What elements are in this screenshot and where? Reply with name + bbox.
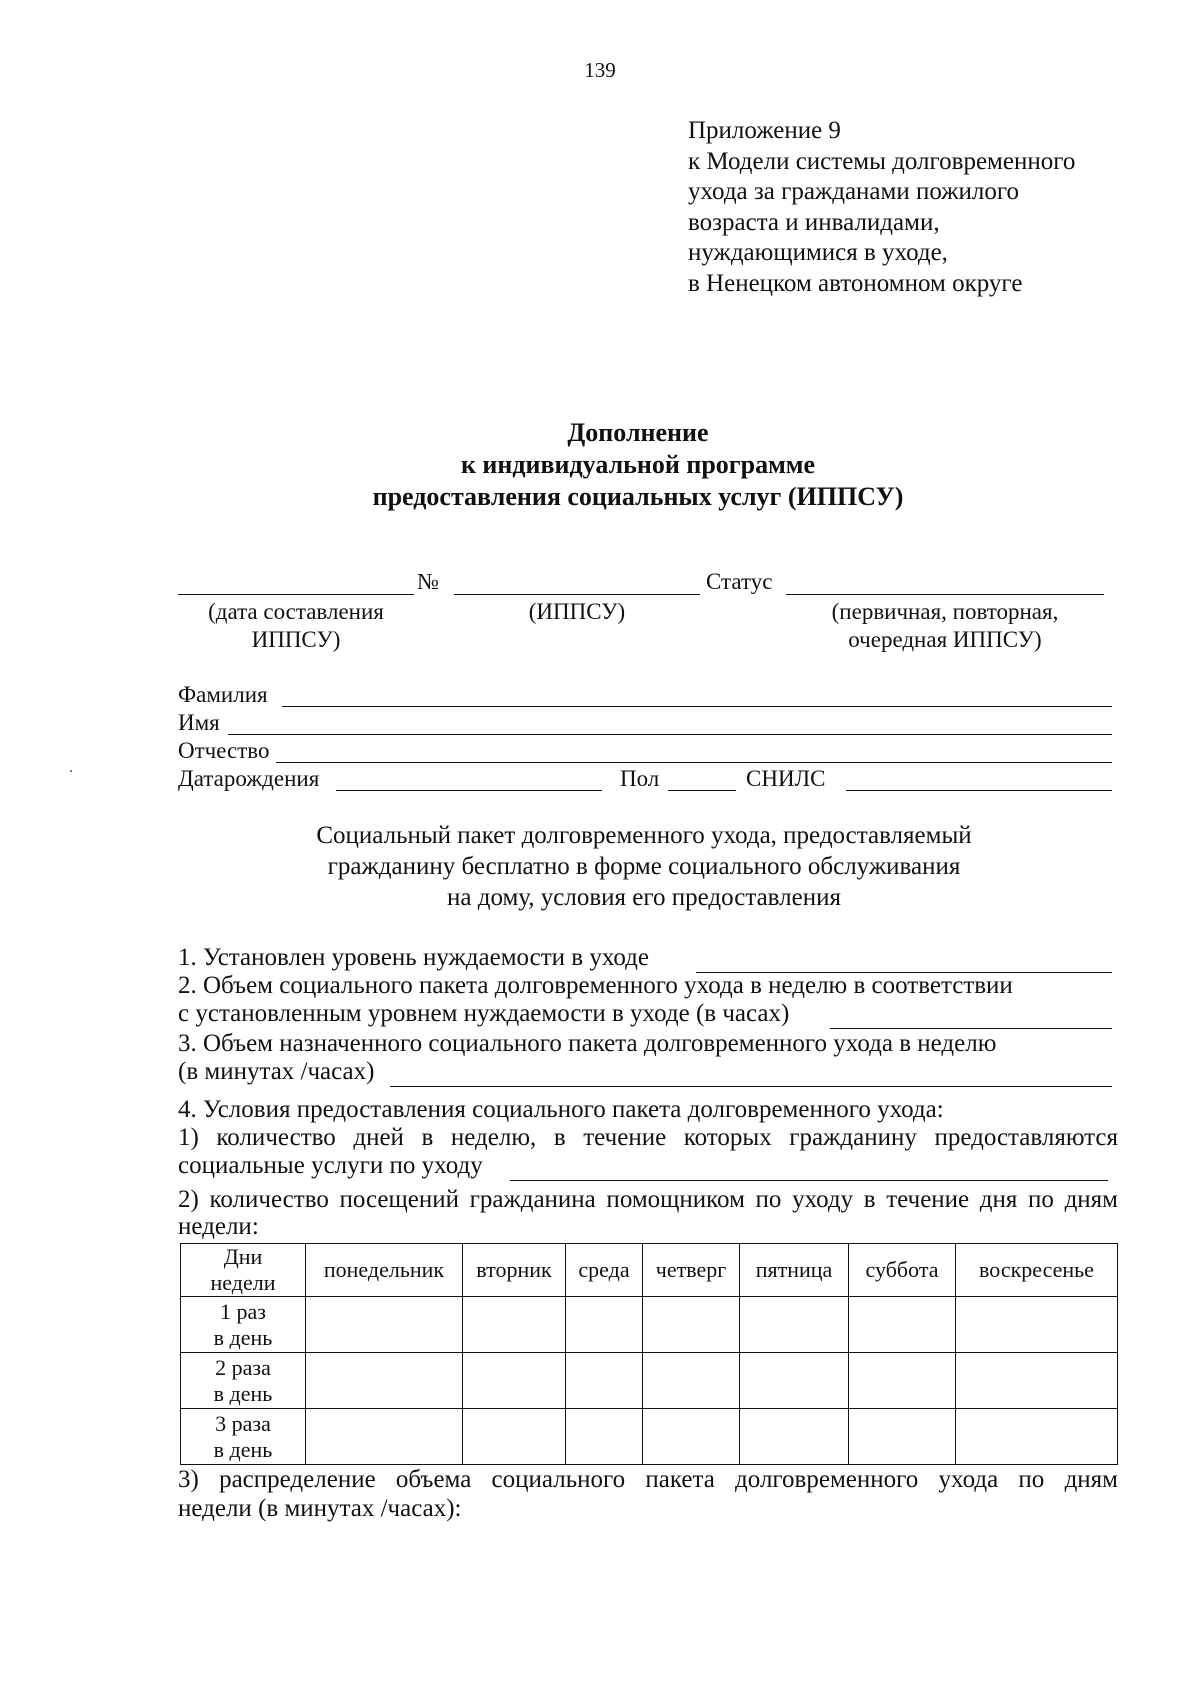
status-caption-line: (первичная, повторная,	[831, 599, 1059, 624]
item-1-text: 1. Установлен уровень нуждаемости в уходе	[178, 944, 649, 971]
name-label: Имя	[178, 710, 220, 735]
number-sign: №	[417, 569, 439, 594]
schedule-cell[interactable]	[740, 1409, 849, 1465]
ippsu-number-field[interactable]	[454, 594, 700, 595]
birth-date-field[interactable]	[336, 790, 602, 791]
schedule-cell[interactable]	[306, 1353, 463, 1409]
title-line: Дополнение	[567, 418, 709, 447]
schedule-cell[interactable]	[566, 1353, 643, 1409]
date-field[interactable]	[178, 594, 414, 595]
table-row	[181, 1409, 1118, 1465]
item-2-line-1: 2. Объем социального пакета долговременного ухода в неделю в соответствии	[178, 972, 1013, 999]
item-4-text: 4. Условия предоставления социального пакета долговременного ухода:	[178, 1096, 944, 1123]
document-title	[0, 417, 1200, 513]
appendix-line: возраста и инвалидами,	[688, 208, 940, 236]
table-row	[181, 1297, 1118, 1353]
status-label: Статус	[706, 569, 773, 594]
visits-schedule-table	[180, 1243, 1118, 1465]
assigned-volume-field[interactable]	[390, 1086, 1112, 1087]
row-label	[181, 1297, 306, 1353]
name-field[interactable]	[228, 734, 1112, 735]
days-per-week-field[interactable]	[510, 1180, 1108, 1181]
sub-1-line-1: 1) количество дней в неделю, в течение которых гражданину предоставляются	[178, 1124, 1118, 1151]
status-field[interactable]	[786, 594, 1104, 595]
sex-label: Пол	[620, 766, 660, 791]
schedule-cell[interactable]	[740, 1297, 849, 1353]
corner-line: недели	[210, 1270, 276, 1295]
day-header-wednesday: среда	[566, 1244, 643, 1297]
schedule-cell[interactable]	[566, 1297, 643, 1353]
day-header-thursday: четверг	[643, 1244, 740, 1297]
title-line: предоставления социальных услуг (ИППСУ)	[372, 482, 904, 511]
snils-label: СНИЛС	[746, 766, 826, 791]
item-3-line-2: (в минутах /часах)	[178, 1058, 375, 1085]
ippsu-caption: (ИППСУ)	[528, 599, 626, 624]
row-label-line: в день	[213, 1380, 273, 1406]
patronymic-field[interactable]	[276, 762, 1112, 763]
page-number: 139	[584, 58, 616, 82]
section-title-line: на дому, условия его предоставления	[447, 884, 841, 911]
schedule-cell[interactable]	[643, 1297, 740, 1353]
row-label	[181, 1353, 306, 1409]
day-header-friday: пятница	[740, 1244, 849, 1297]
title-line: к индивидуальной программе	[460, 450, 816, 479]
day-header-tuesday: вторник	[463, 1244, 566, 1297]
row-label-line: 2 раза	[215, 1354, 271, 1380]
sub-2-line-2: недели:	[178, 1213, 259, 1240]
schedule-cell[interactable]	[463, 1353, 566, 1409]
schedule-cell[interactable]	[463, 1409, 566, 1465]
schedule-cell[interactable]	[643, 1409, 740, 1465]
schedule-cell[interactable]	[306, 1409, 463, 1465]
schedule-cell[interactable]	[740, 1353, 849, 1409]
schedule-cell[interactable]	[849, 1297, 956, 1353]
date-caption-line: ИППСУ)	[251, 627, 341, 652]
corner-line: Дни	[223, 1244, 263, 1269]
table-header-row	[181, 1244, 1118, 1297]
section-title	[0, 820, 1200, 913]
status-caption	[786, 598, 1104, 654]
day-header-sunday: воскресенье	[956, 1244, 1118, 1297]
sub-1-line-2: социальные услуги по уходу	[178, 1152, 483, 1179]
appendix-line: к Модели системы долговременного	[688, 147, 1076, 175]
row-label-line: 3 раза	[215, 1410, 271, 1436]
scan-speck	[70, 770, 72, 772]
section-title-line: гражданину бесплатно в форме социального обслуживания	[327, 853, 961, 880]
row-label-line: 1 раз	[220, 1298, 266, 1324]
appendix-block	[688, 116, 1075, 299]
appendix-line: в Ненецком автономном округе	[688, 269, 1023, 297]
weekly-volume-field[interactable]	[830, 1028, 1112, 1029]
schedule-cell[interactable]	[849, 1409, 956, 1465]
surname-field[interactable]	[282, 706, 1112, 707]
section-title-line: Социальный пакет долговременного ухода, предоставляемый	[316, 822, 972, 849]
sub-3-line-1: 3) распределение объема социального пакета долговременного ухода по дням	[178, 1466, 1118, 1493]
item-2-line-2: с установленным уровнем нуждаемости в уходе (в часах)	[178, 1000, 790, 1027]
date-caption	[178, 598, 414, 654]
date-caption-line: (дата составления	[208, 599, 384, 624]
birth-date-label: Датарождения	[178, 766, 320, 791]
sub-2-line-1: 2) количество посещений гражданина помощником по уходу в течение дня по дням	[178, 1186, 1118, 1213]
status-caption-line: очередная ИППСУ)	[848, 627, 1042, 652]
schedule-cell[interactable]	[849, 1353, 956, 1409]
table-corner-cell	[181, 1244, 306, 1297]
appendix-line: нуждающимися в уходе,	[688, 239, 948, 266]
schedule-cell[interactable]	[643, 1353, 740, 1409]
day-header-saturday: суббота	[849, 1244, 956, 1297]
schedule-cell[interactable]	[956, 1409, 1118, 1465]
snils-field[interactable]	[846, 790, 1112, 791]
sex-field[interactable]	[668, 790, 736, 791]
row-label-line: в день	[213, 1324, 273, 1350]
item-3-line-1: 3. Объем назначенного социального пакета долговременного ухода в неделю	[178, 1030, 997, 1057]
row-label	[181, 1409, 306, 1465]
sub-3-line-2: недели (в минутах /часах):	[178, 1495, 462, 1522]
schedule-cell[interactable]	[956, 1297, 1118, 1353]
schedule-cell[interactable]	[463, 1297, 566, 1353]
patronymic-label: Отчество	[178, 738, 270, 763]
appendix-line: ухода за гражданами пожилого	[688, 178, 1019, 205]
surname-label: Фамилия	[178, 682, 268, 707]
schedule-cell[interactable]	[306, 1297, 463, 1353]
schedule-cell[interactable]	[566, 1409, 643, 1465]
day-header-monday: понедельник	[306, 1244, 463, 1297]
table-row	[181, 1353, 1118, 1409]
row-label-line: в день	[213, 1436, 273, 1462]
appendix-line: Приложение 9	[688, 117, 841, 144]
schedule-cell[interactable]	[956, 1353, 1118, 1409]
